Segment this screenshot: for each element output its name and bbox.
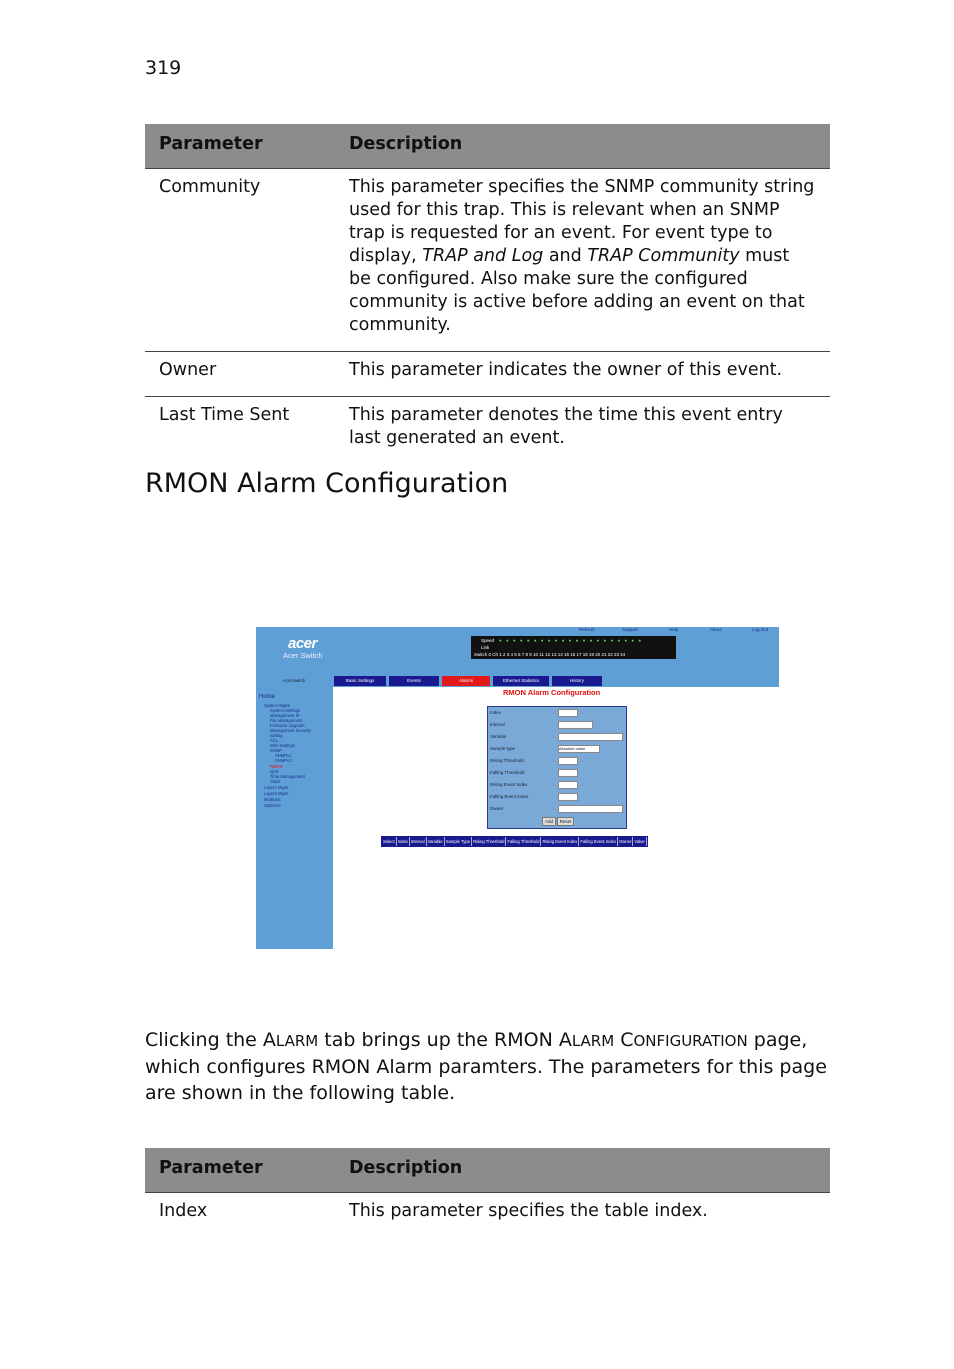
col-header: Falling Threshold — [507, 839, 540, 844]
section-title: RMON Alarm Configuration — [145, 468, 509, 499]
rising-event-index-input[interactable] — [558, 781, 578, 789]
sidebar-item-home[interactable]: Home — [259, 694, 276, 700]
col-header: Owner — [619, 839, 632, 844]
field-label: Rising Event Index — [490, 782, 528, 787]
sidebar-item[interactable]: Syslog — [270, 733, 283, 738]
table-row — [145, 352, 830, 397]
sidebar-item-rmon[interactable]: RMON — [270, 764, 283, 769]
desc-text: This parameter specifies the SNMP community string used for this trap. This is relevant when an SNMP trap is requested for an event. For event type to display, — [349, 177, 815, 266]
sidebar-item[interactable]: Time Management — [270, 774, 305, 779]
screenshot-rmon-alarm — [256, 627, 779, 949]
desc-text: and — [543, 246, 588, 266]
desc-cell: This parameter specifies the table index. — [335, 1193, 830, 1238]
col-header: Rising Event Index — [542, 839, 578, 844]
sidebar-item[interactable]: Multicast — [264, 797, 281, 802]
desc-cell: This parameter indicates the owner of this event. — [335, 352, 830, 397]
field-label: Falling Threshold — [490, 770, 525, 775]
sidebar-item[interactable]: QoS — [270, 769, 279, 774]
header-description: Description — [335, 124, 830, 169]
param-cell: Community — [145, 169, 335, 352]
para-smallcaps: LARM — [571, 1032, 615, 1050]
para-text: page, which configures RMON Alarm paramters. The parameters for this page are shown in the following table. — [145, 1029, 827, 1104]
table-header-row — [145, 1148, 830, 1193]
sidebar — [256, 687, 333, 949]
alarm-form — [487, 706, 627, 829]
tab-history[interactable]: History — [552, 676, 602, 686]
sample-type-select[interactable]: Absolute value — [558, 745, 600, 753]
interval-input[interactable] — [558, 721, 593, 729]
table-header-row — [145, 124, 830, 169]
falling-event-index-input[interactable] — [558, 793, 578, 801]
table-row — [145, 397, 830, 465]
para-text: tab brings up the RMON — [318, 1029, 559, 1051]
sidebar-item[interactable]: System Settings — [270, 708, 301, 713]
help-link[interactable]: Help — [669, 627, 679, 632]
desc-italic: TRAP and Log — [422, 246, 544, 266]
logout-link[interactable]: Log Out — [752, 627, 769, 632]
sidebar-item[interactable]: ACL — [270, 738, 279, 743]
refresh-link[interactable]: Refresh — [579, 627, 595, 632]
parameter-table-alarm — [145, 1148, 830, 1237]
para-text: Clicking the — [145, 1029, 263, 1051]
field-label: Index — [490, 710, 502, 715]
tab-acerswitch[interactable]: AcerSwitch — [258, 676, 330, 686]
alarm-table-header — [381, 836, 648, 847]
sidebar-item[interactable]: Layer2 Mgmt — [264, 785, 289, 790]
para-smallcaps: A — [262, 1029, 276, 1051]
header-parameter: Parameter — [145, 1148, 335, 1193]
sidebar-item[interactable]: Layer3 Mgmt — [264, 791, 289, 796]
col-header: Variable — [427, 839, 443, 844]
acer-logo: acer — [288, 635, 317, 652]
owner-input[interactable] — [558, 805, 623, 813]
desc-cell: This parameter denotes the time this event entry last generated an event. — [335, 397, 830, 465]
ports-switch-label: Switch 0 Ch 1 2 3 4 5 6 7 8 9 10 11 12 13 14 15 16 17 18 19 20 21 22 23 24 — [474, 652, 626, 657]
sidebar-item[interactable]: Web Settings — [270, 743, 295, 748]
tab-alarms[interactable]: Alarms — [442, 676, 490, 686]
form-title: RMON Alarm Configuration — [503, 688, 601, 697]
sidebar-item[interactable]: System Mgmt — [264, 703, 290, 708]
para-smallcaps: ONFIGURATION — [633, 1032, 748, 1050]
add-button[interactable]: Add — [542, 817, 556, 826]
support-link[interactable]: Support — [622, 627, 638, 632]
col-header: Index — [397, 839, 408, 844]
sidebar-item[interactable]: Management Security — [270, 728, 311, 733]
rising-threshold-input[interactable] — [558, 757, 578, 765]
index-input[interactable] — [558, 709, 578, 717]
tab-events[interactable]: Events — [389, 676, 439, 686]
field-label: Sample type — [490, 746, 516, 751]
para-smallcaps: LARM — [275, 1032, 319, 1050]
port-status-panel — [471, 636, 676, 659]
field-label: Falling Event Index — [490, 794, 529, 799]
col-header: Rising Threshold — [473, 839, 505, 844]
field-label: Owner — [490, 806, 504, 811]
col-header: Sample Type — [445, 839, 471, 844]
para-smallcaps: C — [620, 1029, 634, 1051]
col-header: Falling Event Index — [580, 839, 617, 844]
reset-button[interactable]: Reset — [557, 817, 574, 826]
param-cell: Owner — [145, 352, 335, 397]
header-description: Description — [335, 1148, 830, 1193]
parameter-table-events — [145, 124, 830, 464]
desc-cell — [335, 169, 830, 352]
sidebar-item[interactable]: Stack — [270, 779, 281, 784]
table-row — [145, 1193, 830, 1238]
header-parameter: Parameter — [145, 124, 335, 169]
variable-input[interactable] — [558, 733, 623, 741]
col-header: Select — [383, 839, 395, 844]
sidebar-item[interactable]: SNMPv3 — [275, 758, 292, 763]
ports-link-label: Link — [481, 645, 490, 650]
para-smallcaps: A — [558, 1029, 572, 1051]
tab-basic-settings[interactable]: Basic Settings — [334, 676, 386, 686]
sidebar-item[interactable]: Statistics — [264, 803, 281, 808]
falling-threshold-input[interactable] — [558, 769, 578, 777]
col-header: Interval — [410, 839, 425, 844]
col-header: Value — [634, 839, 645, 844]
page-number: 319 — [145, 57, 182, 79]
field-label: Interval — [490, 722, 505, 727]
desc-text: must be configured. Also make sure the configured community is active before adding an event on that community. — [349, 246, 805, 335]
body-paragraph — [145, 1027, 835, 1106]
field-label: Rising Threshold — [490, 758, 524, 763]
sidebar-item[interactable]: SNMPv1 — [275, 753, 292, 758]
tab-ethernet-statistics[interactable]: Ethernet Statistics — [493, 676, 549, 686]
sidebar-item[interactable]: Management IP — [270, 713, 300, 718]
port-leds: ● ● ● ● ● ● ● ● ● ● ● ● ● ● ● ● ● ● ● ● ● — [499, 638, 643, 643]
logo-subtitle: Acer Switch — [283, 651, 323, 660]
desc-italic: TRAP Community — [587, 246, 740, 266]
field-label: Variable — [490, 734, 507, 739]
ports-speed-label: Speed — [481, 638, 495, 643]
sidebar-item[interactable]: SNMP — [270, 748, 283, 753]
sidebar-item[interactable]: Firmware Upgrade — [270, 723, 305, 728]
about-link[interactable]: About — [710, 627, 722, 632]
param-cell: Last Time Sent — [145, 397, 335, 465]
table-row — [145, 169, 830, 352]
sidebar-item[interactable]: File Management — [270, 718, 303, 723]
param-cell: Index — [145, 1193, 335, 1238]
